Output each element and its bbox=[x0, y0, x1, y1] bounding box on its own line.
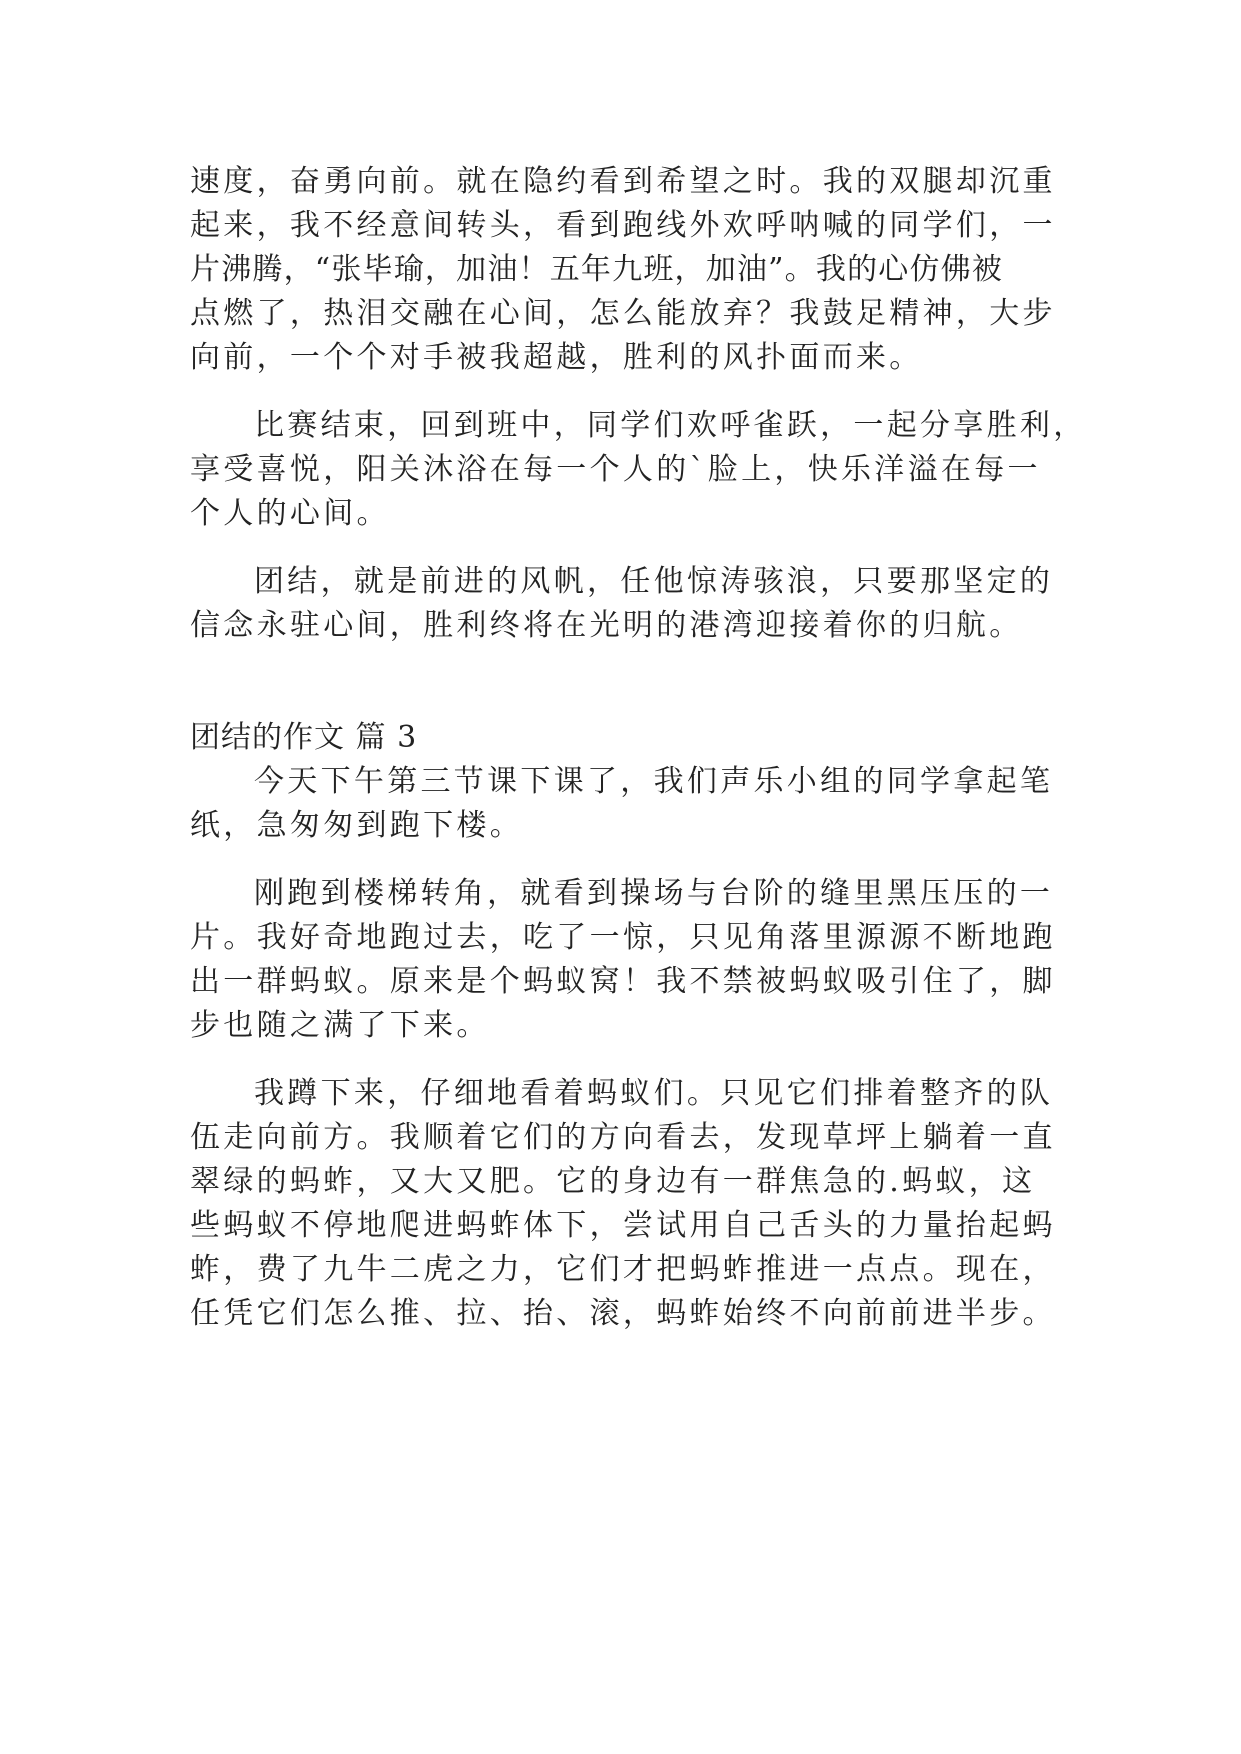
text-line: 蚱，费了九牛二虎之力，它们才把蚂蚱推进一点点。现在， bbox=[190, 1252, 1056, 1287]
paragraph bbox=[190, 404, 1087, 536]
section-heading: 团结的作文 篇 3 bbox=[190, 720, 418, 755]
text-line: 起来，我不经意间转头，看到跑线外欢呼呐喊的同学们，一 bbox=[190, 208, 1056, 243]
text-line: 刚跑到楼梯转角，就看到操场与台阶的缝里黑压压的一 bbox=[254, 876, 1054, 911]
text-line: 伍走向前方。我顺着它们的方向看去，发现草坪上躺着一直 bbox=[190, 1120, 1056, 1155]
text-line: 今天下午第三节课下课了，我们声乐小组的同学拿起笔 bbox=[254, 764, 1054, 799]
paragraph bbox=[190, 560, 1054, 648]
text-line: 纸，急匆匆到跑下楼。 bbox=[190, 808, 523, 843]
text-line: 出一群蚂蚁。原来是个蚂蚁窝！我不禁被蚂蚁吸引住了，脚 bbox=[190, 964, 1056, 999]
text-line: 翠绿的蚂蚱，又大又肥。它的身边有一群焦急的.蚂蚁，这 bbox=[190, 1164, 1036, 1199]
text-line: 速度，奋勇向前。就在隐约看到希望之时。我的双腿却沉重 bbox=[190, 164, 1056, 199]
paragraph bbox=[190, 760, 1054, 848]
paragraph bbox=[190, 1072, 1056, 1336]
text-line: 我蹲下来，仔细地看着蚂蚁们。只见它们排着整齐的队 bbox=[254, 1076, 1054, 1111]
paragraph bbox=[190, 872, 1056, 1048]
text-line: 享受喜悦，阳关沐浴在每一个人的`脸上，快乐洋溢在每一 bbox=[190, 452, 1041, 487]
text-line: 比赛结束，回到班中，同学们欢呼雀跃，一起分享胜利， bbox=[254, 408, 1087, 443]
text-line: 向前，一个个对手被我超越，胜利的风扑面而来。 bbox=[190, 340, 923, 375]
text-line: 团结，就是前进的风帆，任他惊涛骇浪，只要那坚定的 bbox=[254, 564, 1054, 599]
text-line: 个人的心间。 bbox=[190, 496, 390, 531]
text-line: 片。我好奇地跑过去，吃了一惊，只见角落里源源不断地跑 bbox=[190, 920, 1056, 955]
text-line: 步也随之满了下来。 bbox=[190, 1008, 490, 1043]
text-line: 点燃了，热泪交融在心间，怎么能放弃？我鼓足精神，大步 bbox=[190, 296, 1056, 331]
text-line: 片沸腾，“张毕瑜，加油！五年九班，加油”。我的心仿佛被 bbox=[190, 252, 1004, 287]
document-body bbox=[190, 160, 1087, 1336]
paragraph bbox=[190, 160, 1056, 380]
text-line: 信念永驻心间，胜利终将在光明的港湾迎接着你的归航。 bbox=[190, 608, 1023, 643]
text-line: 些蚂蚁不停地爬进蚂蚱体下，尝试用自己舌头的力量抬起蚂 bbox=[190, 1208, 1056, 1243]
text-line: 任凭它们怎么推、拉、抬、滚，蚂蚱始终不向前前进半步。 bbox=[190, 1296, 1056, 1331]
